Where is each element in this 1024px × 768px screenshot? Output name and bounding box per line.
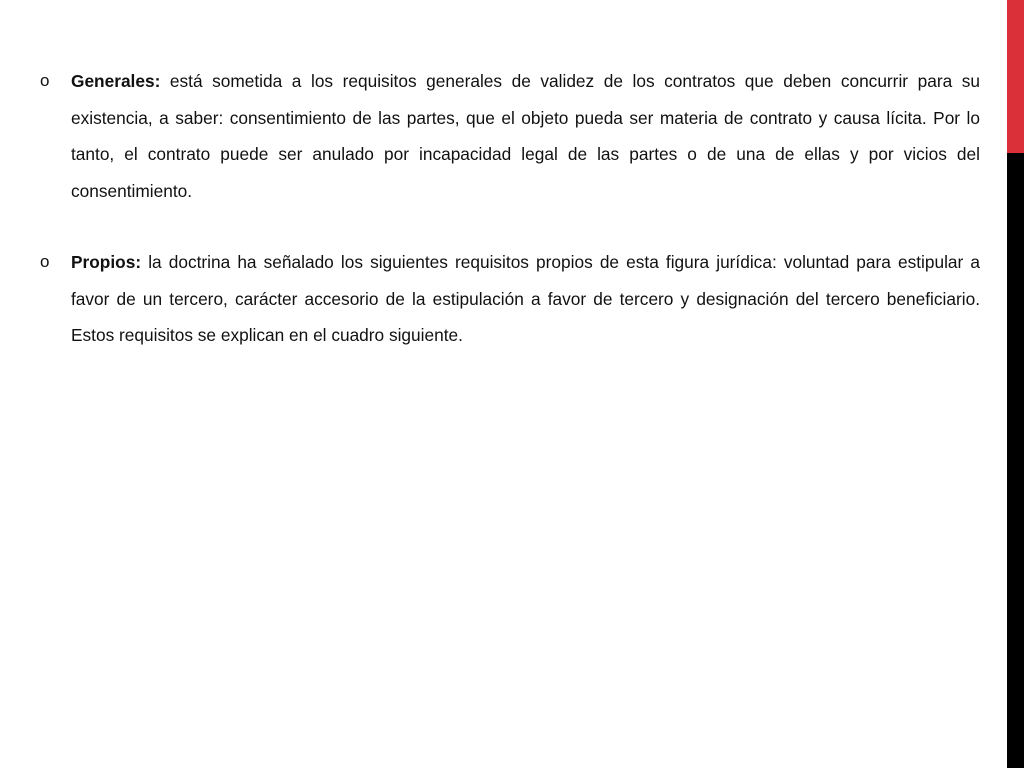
bullet-item-generales [36,63,980,209]
bullet-body: está sometida a los requisitos generales de validez de los contratos que deben concurrir para su existencia, a saber: consentimiento de las partes, que el objeto pueda ser materia de contrato y causa lícita. Por lo tanto, el contrato puede ser anulado por incapacidad legal de las partes o de una de ellas y por vicios del consentimiento. [71,71,980,201]
bullet-circle-icon: o [40,71,50,90]
bullet-body: la doctrina ha señalado los siguientes requisitos propios de esta figura jurídica: voluntad para estipular a favor de un tercero, carácter accesorio de la estipulación a favor de tercero y designación del tercero beneficiario. Estos requisitos se explican en el cuadro siguiente. [71,252,980,345]
bullet-item-propios [36,244,980,354]
bullet-list [36,63,980,389]
bullet-paragraph [71,244,980,354]
accent-bar-red [1007,0,1024,153]
accent-bar-black [1007,153,1024,768]
bullet-paragraph [71,63,980,209]
bullet-term: Generales: [71,71,161,91]
bullet-term: Propios: [71,252,142,272]
bullet-circle-icon: o [40,252,50,271]
